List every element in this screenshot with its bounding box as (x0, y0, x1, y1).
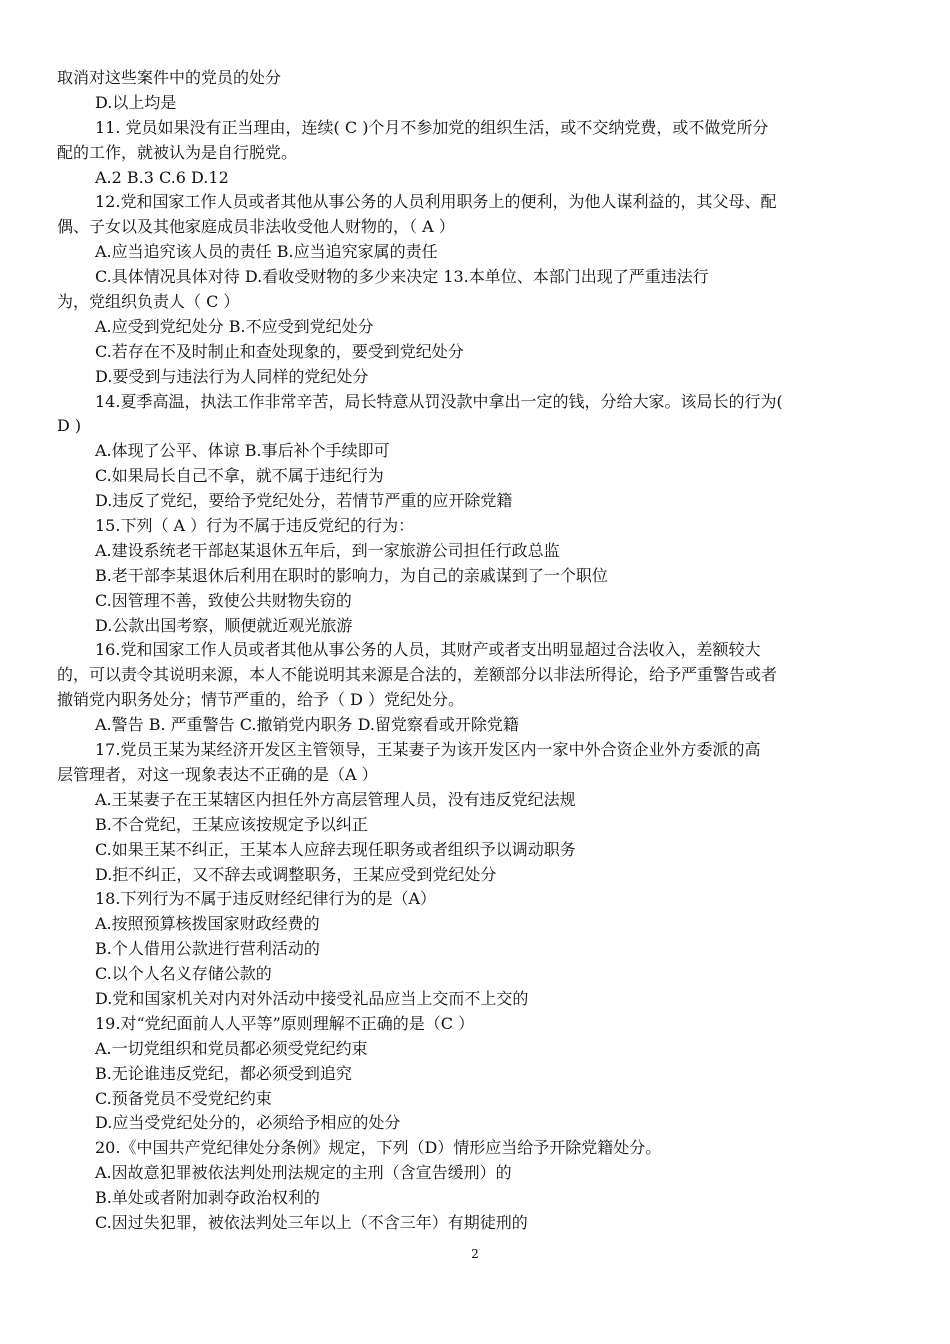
option-line: D.公款出国考察，顺便就近观光旅游 (95, 615, 353, 635)
text-line: 偶、子女以及其他家庭成员非法收受他人财物的，（ A ） (57, 217, 455, 237)
question-11: 11. 党员如果没有正当理由，连续( C )个月不参加党的组织生活，或不交纳党费，或不做党所分 (95, 117, 769, 137)
question-18: 18.下列行为不属于违反财经纪律行为的是（A） (95, 889, 437, 909)
question-12: 12.党和国家工作人员或者其他从事公务的人员利用职务上的便利，为他人谋利益的，其父母、配 (95, 192, 777, 212)
page-number: 2 (471, 1247, 479, 1261)
question-16: 16.党和国家工作人员或者其他从事公务的人员，其财产或者支出明显超过合法收入，差额较大 (95, 640, 761, 660)
option-line: B.单处或者附加剥夺政治权利的 (95, 1188, 320, 1208)
option-line: B.个人借用公款进行营利活动的 (95, 939, 320, 959)
options-line: A.警告 B. 严重警告 C.撤销党内职务 D.留党察看或开除党籍 (95, 715, 519, 735)
option-line: C.因管理不善，致使公共财物失窃的 (95, 590, 352, 610)
option-line: A.王某妻子在王某辖区内担任外方高层管理人员，没有违反党纪法规 (95, 789, 576, 809)
options-line: A.应受到党纪处分 B.不应受到党纪处分 (95, 316, 374, 336)
option-line: B.无论谁违反党纪，都必须受到追究 (95, 1063, 352, 1083)
options-line: A.2 B.3 C.6 D.12 (95, 167, 229, 187)
question-15: 15.下列（ A ）行为不属于违反党纪的行为： (95, 516, 415, 536)
question-20: 20.《中国共产党纪律处分条例》规定，下列（D）情形应当给予开除党籍处分。 (95, 1138, 662, 1158)
question-17: 17.党员王某为某经济开发区主管领导，王某妻子为该开发区内一家中外合资企业外方委派的高 (95, 740, 761, 760)
option-line: D.要受到与违法行为人同样的党纪处分 (95, 366, 369, 386)
option-line: D.应当受党纪处分的，必须给予相应的处分 (95, 1113, 401, 1133)
option-line: C.如果王某不纠正，王某本人应辞去现任职务或者组织予以调动职务 (95, 839, 576, 859)
option-line: C.因过失犯罪，被依法判处三年以上（不含三年）有期徒刑的 (95, 1212, 528, 1232)
option-line: A.一切党组织和党员都必须受党纪约束 (95, 1038, 368, 1058)
option-line: A.因故意犯罪被依法判处刑法规定的主刑（含宣告缓刑）的 (95, 1163, 512, 1183)
options-line: C.具体情况具体对待 D.看收受财物的多少来决定 13.本单位、本部门出现了严重违法行 (95, 267, 709, 287)
option-line: C.若存在不及时制止和查处现象的，要受到党纪处分 (95, 341, 464, 361)
text-body (57, 66, 897, 1236)
text-line: 层管理者，对这一现象表达不正确的是（A ） (57, 764, 378, 784)
option-line: C.以个人名义存储公款的 (95, 964, 272, 984)
options-line: A.应当追究该人员的责任 B.应当追究家属的责任 (95, 242, 438, 262)
option-line: A.建设系统老干部赵某退休五年后，到一家旅游公司担任行政总监 (95, 540, 560, 560)
option-line: C.预备党员不受党纪约束 (95, 1088, 272, 1108)
question-14: 14.夏季高温，执法工作非常辛苦，局长特意从罚没款中拿出一定的钱，分给大家。该局长的行为( (95, 391, 783, 411)
text-line: D.以上均是 (95, 92, 177, 112)
option-line: D.违反了党纪，要给予党纪处分，若情节严重的应开除党籍 (95, 491, 513, 511)
option-line: D.拒不纠正，又不辞去或调整职务，王某应受到党纪处分 (95, 864, 497, 884)
text-line: 撤销党内职务处分；情节严重的，给予（ D ）党纪处分。 (57, 690, 465, 710)
options-line: A.体现了公平、体谅 B.事后补个手续即可 (95, 441, 390, 461)
text-line: D ) (57, 416, 82, 436)
text-line: 为，党组织负责人（ C ） (57, 292, 240, 312)
text-line: 取消对这些案件中的党员的处分 (57, 68, 282, 87)
option-line: B.老干部李某退休后利用在职时的影响力，为自己的亲戚谋到了一个职位 (95, 565, 608, 585)
option-line: A.按照预算核拨国家财政经费的 (95, 914, 320, 934)
option-line: C.如果局长自己不拿，就不属于违纪行为 (95, 466, 384, 486)
option-line: B.不合党纪，王某应该按规定予以纠正 (95, 814, 368, 834)
text-line: 的，可以责令其说明来源，本人不能说明其来源是合法的，差额部分以非法所得论，给予严重警告或者 (57, 665, 778, 685)
text-line: 配的工作，就被认为是自行脱党。 (57, 142, 298, 162)
question-19: 19.对“党纪面前人人平等”原则理解不正确的是（C ） (95, 1013, 475, 1033)
option-line: D.党和国家机关对内对外活动中接受礼品应当上交而不上交的 (95, 988, 529, 1008)
